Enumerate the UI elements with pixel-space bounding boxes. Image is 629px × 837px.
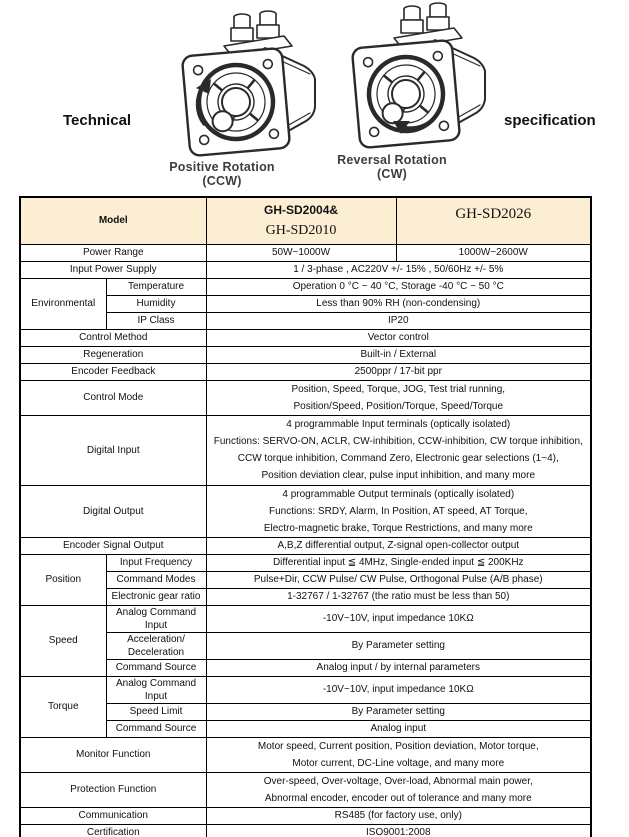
command-modes-value: Pulse+Dir, CCW Pulse/ CW Pulse, Orthogonal Pulse (A/B phase) bbox=[206, 571, 591, 588]
temperature-label: Temperature bbox=[106, 278, 206, 295]
table-row bbox=[20, 363, 591, 380]
table-row bbox=[20, 261, 591, 278]
torque-analog-command-input-value: -10V~10V, input impedance 10KΩ bbox=[206, 676, 591, 703]
page-title-left: Technical bbox=[63, 112, 132, 129]
speed-analog-command-input-value: -10V~10V, input impedance 10KΩ bbox=[206, 605, 591, 632]
control-mode-label: Control Mode bbox=[20, 380, 206, 415]
model-name-a1: GH-SD2004& bbox=[264, 203, 339, 218]
value-line: 4 programmable Input terminals (optically isolated) bbox=[286, 419, 511, 430]
value-line: Functions: SRDY, Alarm, In Position, AT speed, AT Torque, bbox=[269, 505, 528, 517]
power-range-label: Power Range bbox=[20, 244, 206, 261]
value-line: Over-speed, Over-voltage, Over-load, Abnormal main power, bbox=[263, 775, 533, 787]
ip-class-label: IP Class bbox=[106, 312, 206, 329]
input-frequency-label: Input Frequency bbox=[106, 554, 206, 571]
speed-command-source-value: Analog input / by internal parameters bbox=[206, 659, 591, 676]
speed-limit-label: Speed Limit bbox=[106, 703, 206, 720]
regeneration-label: Regeneration bbox=[20, 346, 206, 363]
torque-command-source-value: Analog input bbox=[206, 720, 591, 737]
ip-class-value: IP20 bbox=[206, 312, 591, 329]
torque-command-source-label: Command Source bbox=[106, 720, 206, 737]
table-row bbox=[20, 278, 591, 295]
encoder-signal-output-value: A,B,Z differential output, Z-signal open-collector output bbox=[206, 537, 591, 554]
speed-group-label: Speed bbox=[20, 605, 106, 676]
torque-analog-command-input-label: Analog Command Input bbox=[106, 676, 206, 703]
monitor-function-label: Monitor Function bbox=[20, 737, 206, 772]
caption-line: (CCW) bbox=[202, 174, 242, 188]
torque-group-label: Torque bbox=[20, 676, 106, 737]
table-row bbox=[20, 380, 591, 415]
table-row bbox=[20, 346, 591, 363]
communication-label: Communication bbox=[20, 807, 206, 824]
digital-input-value bbox=[206, 415, 591, 485]
table-row bbox=[20, 537, 591, 554]
electronic-gear-ratio-value: 1-32767 / 1-32767 (the ratio must be less than 50) bbox=[206, 588, 591, 605]
table-row bbox=[20, 772, 591, 807]
input-frequency-value: Differential input ≦ 4MHz, Single-ended input ≦ 200KHz bbox=[206, 554, 591, 571]
power-range-value-b: 1000W~2600W bbox=[396, 244, 591, 261]
control-mode-value bbox=[206, 380, 591, 415]
input-power-supply-label: Input Power Supply bbox=[20, 261, 206, 278]
position-group-label: Position bbox=[20, 554, 106, 605]
acceleration-deceleration-value: By Parameter setting bbox=[206, 632, 591, 659]
model-header-cell: Model bbox=[20, 197, 206, 244]
communication-value: RS485 (for factory use, only) bbox=[206, 807, 591, 824]
table-row bbox=[20, 632, 591, 659]
table-row bbox=[20, 605, 591, 632]
model-name-a2: GH-SD2010 bbox=[265, 223, 337, 239]
value-line: Position/Speed, Position/Torque, Speed/Torque bbox=[293, 400, 504, 412]
command-modes-label: Command Modes bbox=[106, 571, 206, 588]
value-line: Electro-magnetic brake, Torque Restrictions, and many more bbox=[263, 522, 533, 534]
model-col-a-cell bbox=[206, 197, 396, 244]
value-line: Position, Speed, Torque, JOG, Test trial running, bbox=[291, 383, 506, 395]
table-row bbox=[20, 659, 591, 676]
page-title-right: specification bbox=[504, 112, 596, 129]
control-method-value: Vector control bbox=[206, 329, 591, 346]
caption-line: Reversal Rotation bbox=[337, 153, 447, 167]
digital-output-label: Digital Output bbox=[20, 485, 206, 537]
value-line: Motor speed, Current position, Position deviation, Motor torque, bbox=[257, 740, 539, 752]
table-row bbox=[20, 571, 591, 588]
value-line: Position deviation clear, pulse input inhibition, and many more bbox=[261, 470, 536, 481]
table-row bbox=[20, 415, 591, 485]
figure-caption-ccw bbox=[152, 160, 292, 188]
motor-flange-icon bbox=[352, 40, 460, 148]
protection-function-value bbox=[206, 772, 591, 807]
environmental-group-label: Environmental bbox=[20, 278, 106, 329]
value-line: Functions: SERVO-ON, ACLR, CW-inhibition, CCW-inhibition, CW torque inhibition, bbox=[213, 436, 583, 447]
table-row bbox=[20, 720, 591, 737]
humidity-label: Humidity bbox=[106, 295, 206, 312]
model-name-b: GH-SD2026 bbox=[455, 206, 532, 223]
speed-analog-command-input-label: Analog Command Input bbox=[106, 605, 206, 632]
servo-motor-cw-illustration bbox=[340, 0, 492, 156]
digital-output-value bbox=[206, 485, 591, 537]
power-range-value-a: 50W~1000W bbox=[206, 244, 396, 261]
certification-value: ISO9001:2008 bbox=[206, 824, 591, 837]
table-row bbox=[20, 329, 591, 346]
humidity-value: Less than 90% RH (non-condensing) bbox=[206, 295, 591, 312]
table-row bbox=[20, 244, 591, 261]
caption-line: Positive Rotation bbox=[169, 160, 275, 174]
model-col-b-cell bbox=[396, 197, 591, 244]
table-row bbox=[20, 295, 591, 312]
table-row bbox=[20, 485, 591, 537]
encoder-feedback-label: Encoder Feedback bbox=[20, 363, 206, 380]
value-line: 4 programmable Output terminals (optically isolated) bbox=[282, 488, 515, 500]
servo-motor-ccw-illustration bbox=[170, 8, 322, 164]
table-row bbox=[20, 312, 591, 329]
value-line: Motor current, DC-Line voltage, and many more bbox=[292, 757, 505, 769]
table-row bbox=[20, 824, 591, 837]
acceleration-deceleration-label: Acceleration/ Deceleration bbox=[106, 632, 206, 659]
figure-caption-cw bbox=[322, 153, 462, 181]
table-row bbox=[20, 676, 591, 703]
certification-label: Certification bbox=[20, 824, 206, 837]
table-row bbox=[20, 703, 591, 720]
table-row bbox=[20, 737, 591, 772]
speed-limit-value: By Parameter setting bbox=[206, 703, 591, 720]
table-row bbox=[20, 554, 591, 571]
table-header-row bbox=[20, 197, 591, 244]
table-row bbox=[20, 807, 591, 824]
caption-line: (CW) bbox=[377, 167, 407, 181]
value-line: Abnormal encoder, encoder out of tolerance and many more bbox=[264, 792, 532, 804]
monitor-function-value bbox=[206, 737, 591, 772]
encoder-feedback-value: 2500ppr / 17-bit ppr bbox=[206, 363, 591, 380]
regeneration-value: Built-in / External bbox=[206, 346, 591, 363]
value-line: CCW torque inhibition, Command Zero, Electronic gear selections (1~4), bbox=[237, 453, 559, 464]
control-method-label: Control Method bbox=[20, 329, 206, 346]
digital-input-label: Digital Input bbox=[20, 415, 206, 485]
electronic-gear-ratio-label: Electronic gear ratio bbox=[106, 588, 206, 605]
table-row bbox=[20, 588, 591, 605]
temperature-value: Operation 0 °C ~ 40 °C, Storage -40 °C ~ 50 °C bbox=[206, 278, 591, 295]
input-power-supply-value: 1 / 3-phase , AC220V +/- 15% , 50/60Hz +/- 5% bbox=[206, 261, 591, 278]
protection-function-label: Protection Function bbox=[20, 772, 206, 807]
speed-command-source-label: Command Source bbox=[106, 659, 206, 676]
encoder-signal-output-label: Encoder Signal Output bbox=[20, 537, 206, 554]
spec-table bbox=[19, 196, 592, 837]
